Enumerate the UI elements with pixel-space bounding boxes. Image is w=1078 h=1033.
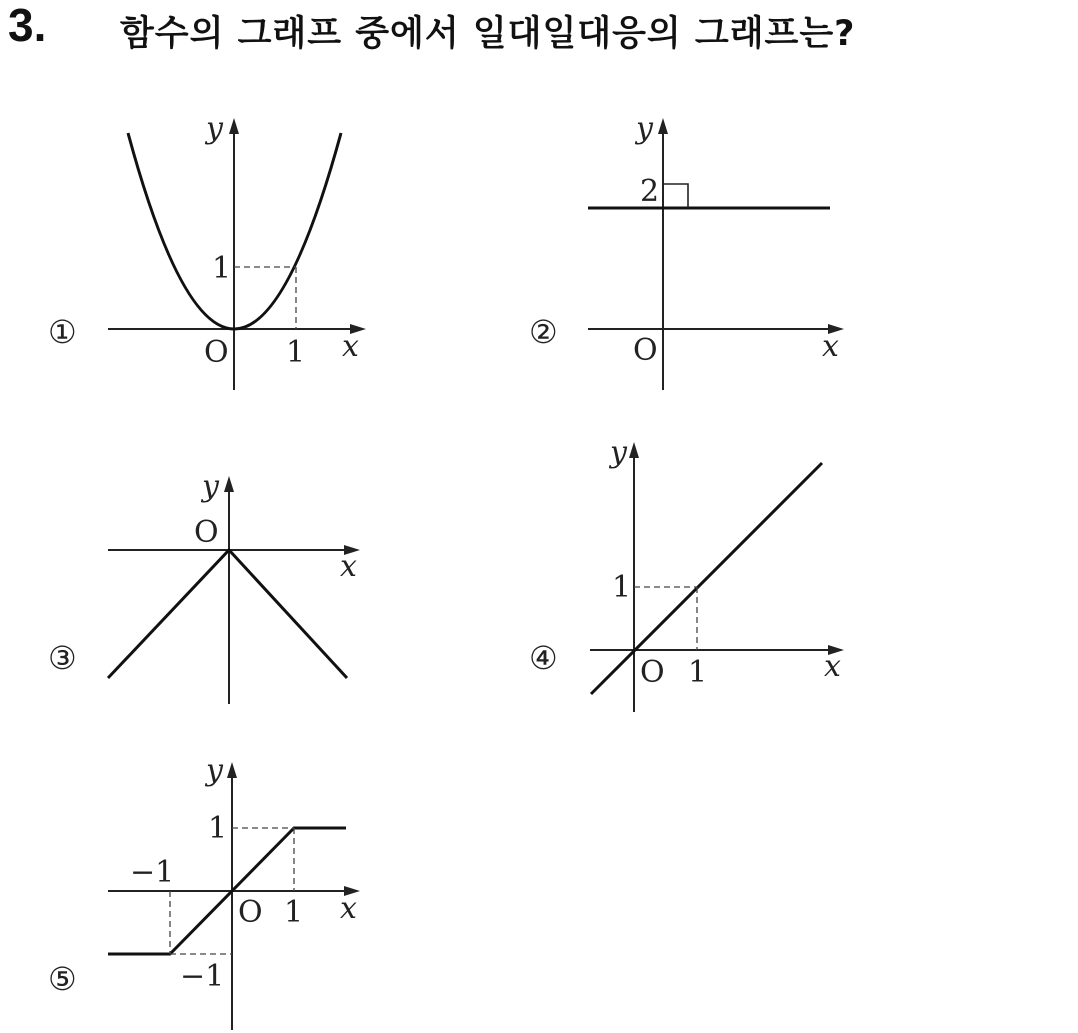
x-tick-1: 1 [688, 655, 708, 690]
choice-5-graph[interactable] [48, 753, 360, 1030]
choice-2-marker: ② [529, 313, 558, 351]
x-axis-label: x [342, 329, 359, 364]
origin-label: O [238, 895, 263, 930]
y-axis-label: y [202, 469, 219, 504]
choice-3-marker: ③ [48, 639, 77, 677]
choice-1-marker: ① [48, 313, 77, 351]
x-tick-neg1: −1 [130, 855, 175, 890]
x-axis-label: x [340, 891, 357, 926]
choice-1-graph[interactable] [48, 111, 366, 390]
x-tick-1: 1 [284, 895, 304, 930]
y-axis-arrow [224, 476, 234, 492]
choice-4-graph[interactable] [529, 435, 844, 712]
y-axis-label: y [636, 111, 653, 146]
y-axis-arrow [227, 762, 237, 778]
y-axis-label: y [610, 435, 627, 470]
origin-label: O [633, 333, 658, 368]
y-axis-arrow [629, 442, 639, 458]
tick-box [663, 184, 688, 208]
x-axis-label: x [824, 649, 841, 684]
question-text: 함수의 그래프 중에서 일대일대응의 그래프는? [120, 14, 856, 54]
y-axis-arrow [658, 118, 668, 134]
origin-label: O [204, 335, 229, 370]
choice-4-marker: ④ [529, 639, 558, 677]
choice-3-graph[interactable] [48, 469, 360, 704]
y-tick-1: 1 [612, 570, 632, 605]
y-tick-neg1: −1 [180, 959, 225, 994]
x-tick-1: 1 [286, 335, 306, 370]
choice-5-marker: ⑤ [48, 960, 77, 998]
inverted-v-curve [108, 550, 347, 678]
y-tick-1: 1 [208, 811, 228, 846]
origin-label: O [640, 655, 665, 690]
x-axis-label: x [822, 329, 839, 364]
question-number: 3. [8, 0, 47, 51]
y-axis-label: y [206, 111, 223, 146]
choice-2-graph[interactable] [529, 111, 844, 390]
x-axis-label: x [340, 549, 357, 584]
y-axis-label: y [206, 753, 223, 788]
y-tick-2: 2 [640, 174, 660, 209]
origin-label: O [194, 515, 219, 550]
y-tick-1: 1 [212, 251, 232, 286]
y-axis-arrow [229, 118, 239, 134]
